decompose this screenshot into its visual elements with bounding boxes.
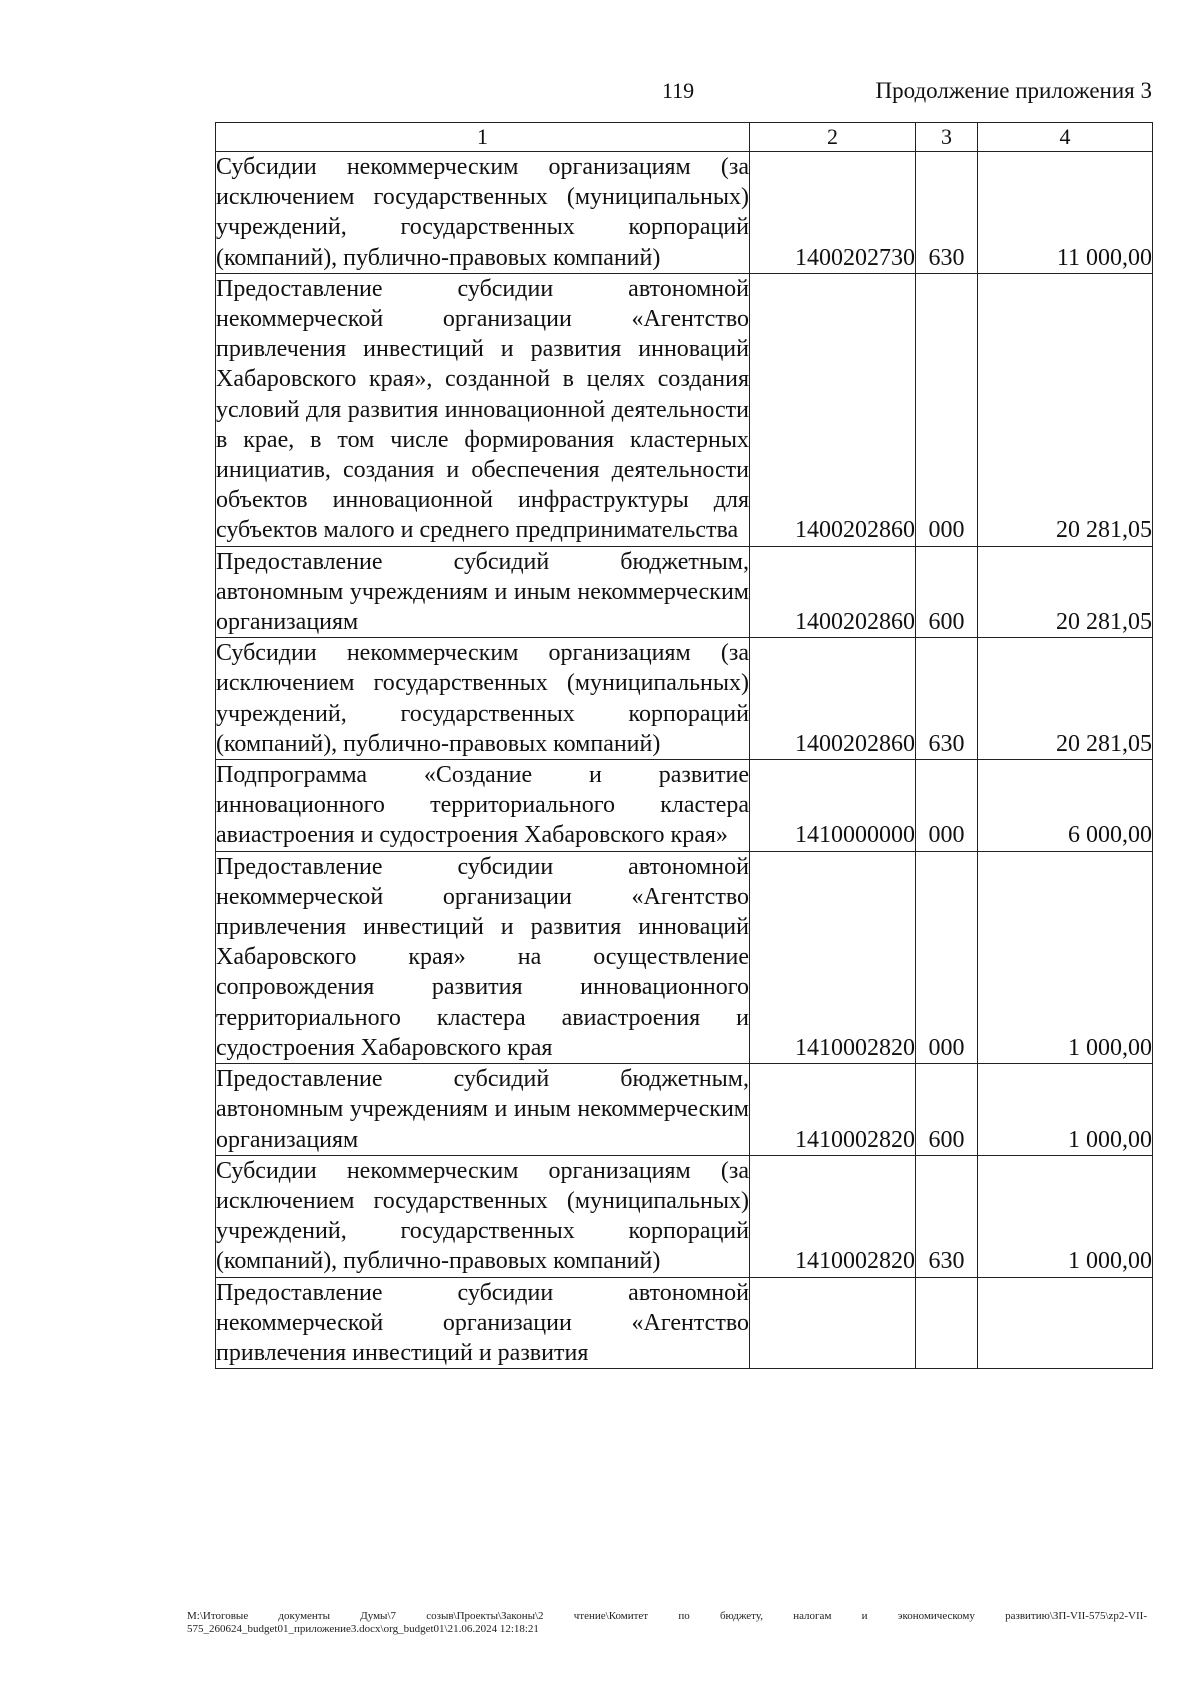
row-sum: 20 281,05 [978, 273, 1153, 546]
row-kvr [916, 1277, 978, 1369]
row-sum: 1 000,00 [978, 1064, 1153, 1156]
row-kvr: 630 [916, 152, 978, 274]
table-header-row [216, 123, 1153, 152]
row-name: Субсидии некоммерческим организациям (за исключением государственных (муниципальных) учреждений, государственных корпораций (компаний), публично-правовых компаний) [216, 1155, 750, 1277]
row-code: 1410000000 [750, 760, 916, 852]
column-header-sum: 4 [978, 123, 1153, 152]
row-kvr: 630 [916, 638, 978, 760]
row-kvr: 000 [916, 273, 978, 546]
row-sum: 1 000,00 [978, 851, 1153, 1063]
column-header-name: 1 [216, 123, 750, 152]
continuation-title: Продолжение приложения 3 [875, 78, 1152, 103]
table-row [216, 152, 1153, 274]
table-row [216, 760, 1153, 852]
column-header-kvr: 3 [916, 123, 978, 152]
page-number: 119 [662, 78, 695, 103]
row-name: Предоставление субсидий бюджетным, автономным учреждениям и иным некоммерческим организациям [216, 546, 750, 638]
table-row [216, 1064, 1153, 1156]
row-code: 1400202860 [750, 638, 916, 760]
row-sum: 20 281,05 [978, 546, 1153, 638]
row-kvr: 000 [916, 760, 978, 852]
row-sum: 6 000,00 [978, 760, 1153, 852]
row-sum: 20 281,05 [978, 638, 1153, 760]
row-name: Предоставление субсидий бюджетным, автономным учреждениям и иным некоммерческим организациям [216, 1064, 750, 1156]
row-kvr: 600 [916, 1064, 978, 1156]
row-code [750, 1277, 916, 1369]
row-code: 1410002820 [750, 1155, 916, 1277]
table-row [216, 546, 1153, 638]
row-code: 1410002820 [750, 1064, 916, 1156]
row-name: Подпрограмма «Создание и развитие инновационного территориального кластера авиастроения и судостроения Хабаровского края» [216, 760, 750, 852]
row-name: Субсидии некоммерческим организациям (за исключением государственных (муниципальных) учреждений, государственных корпораций (компаний), публично-правовых компаний) [216, 638, 750, 760]
table-row [216, 273, 1153, 546]
row-kvr: 000 [916, 851, 978, 1063]
row-sum: 1 000,00 [978, 1155, 1153, 1277]
row-kvr: 630 [916, 1155, 978, 1277]
row-sum [978, 1277, 1153, 1369]
row-code: 1400202860 [750, 546, 916, 638]
table-row [216, 638, 1153, 760]
table-row [216, 1155, 1153, 1277]
row-name: Предоставление субсидии автономной некоммерческой организации «Агентство привлечения инвестиций и развития [216, 1277, 750, 1369]
table-row [216, 851, 1153, 1063]
footer-file-path: M:\Итоговые документы Думы\7 созыв\Проекты\Законы\2 чтение\Комитет по бюджету, налогам и экономическому развитию\ЗП-VII-575\zp2-VII-575_260624_budget01_приложение3.docx\org_budget01\21.06.2024 12:18:21 [187, 1610, 1147, 1635]
row-kvr: 600 [916, 546, 978, 638]
table-row [216, 1277, 1153, 1369]
row-code: 1400202860 [750, 273, 916, 546]
row-name: Предоставление субсидии автономной некоммерческой организации «Агентство привлечения инвестиций и развития инноваций Хабаровского края», созданной в целях создания условий для развития инновационной деятельности в крае, в том числе формирования кластерных инициатив, создания и обеспечения деятельности объектов инновационной инфраструктуры для субъектов малого и среднего предпринимательства [216, 273, 750, 546]
row-code: 1400202730 [750, 152, 916, 274]
row-name: Субсидии некоммерческим организациям (за исключением государственных (муниципальных) учреждений, государственных корпораций (компаний), публично-правовых компаний) [216, 152, 750, 274]
row-name: Предоставление субсидии автономной некоммерческой организации «Агентство привлечения инвестиций и развития инноваций Хабаровского края» на осуществление сопровождения развития инновационного территориального кластера авиастроения и судостроения Хабаровского края [216, 851, 750, 1063]
budget-table [215, 122, 1153, 1369]
row-sum: 11 000,00 [978, 152, 1153, 274]
column-header-code: 2 [750, 123, 916, 152]
row-code: 1410002820 [750, 851, 916, 1063]
